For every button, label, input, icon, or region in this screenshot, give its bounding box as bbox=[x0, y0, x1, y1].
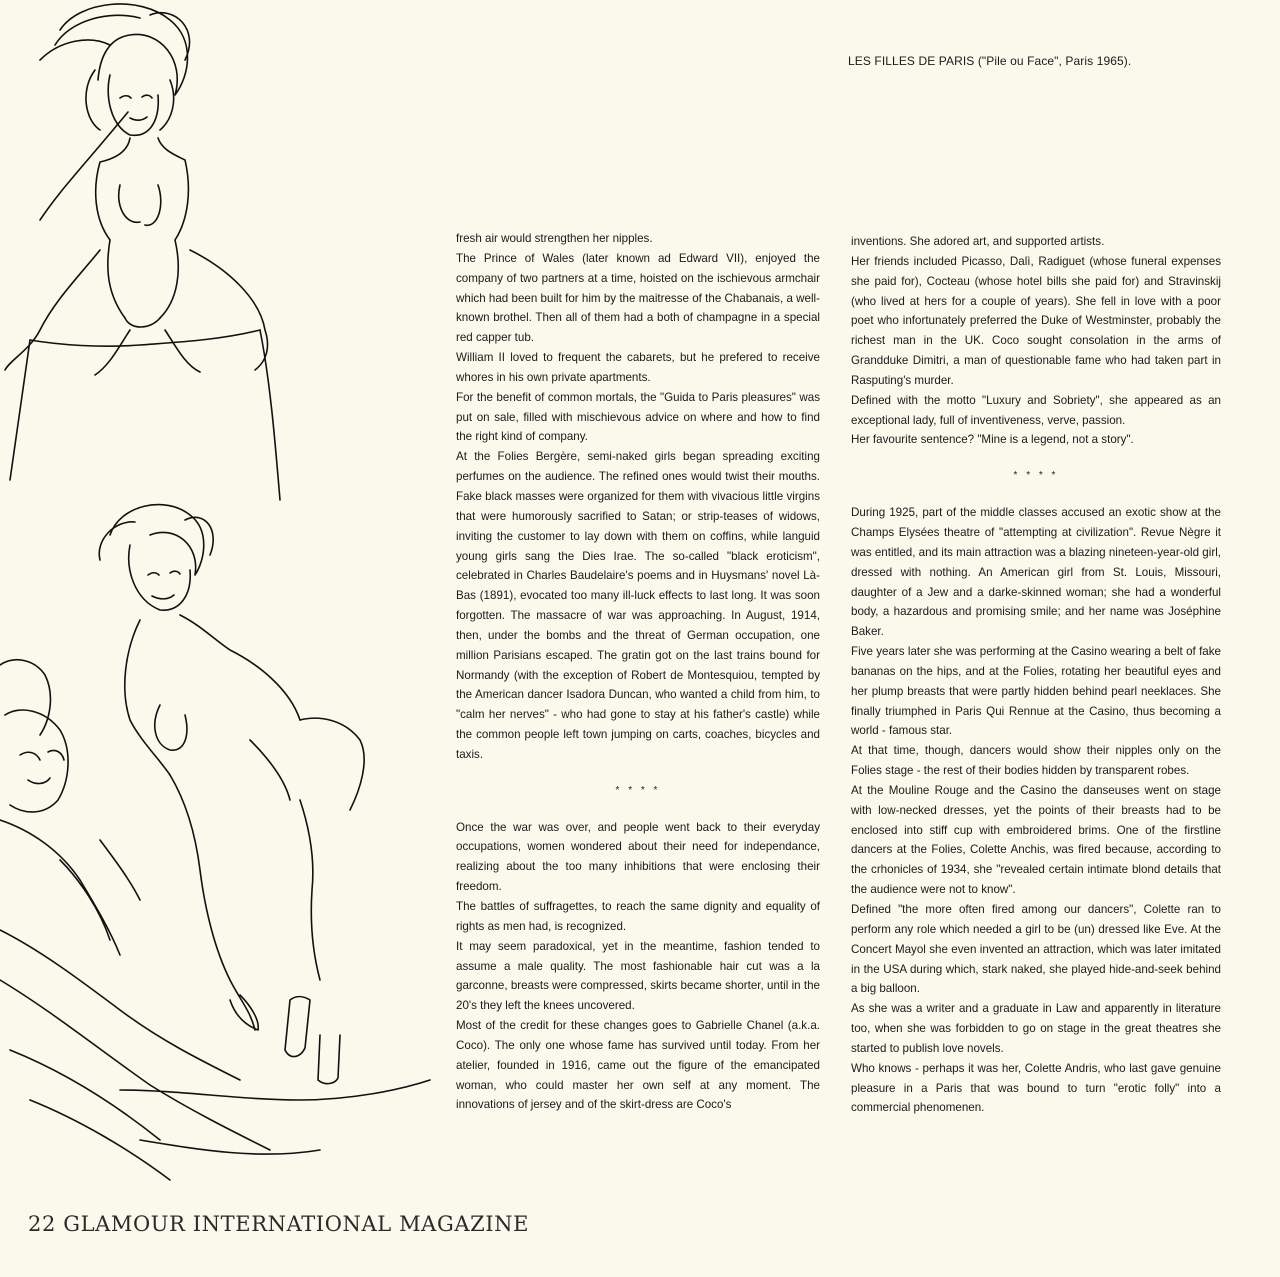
paragraph: Her favourite sentence? "Mine is a legend, not a story". bbox=[851, 433, 1134, 447]
paragraph: Defined "the more often fired among our dancers", Colette ran to perform any role which needed a girl to be (un) dressed like Eve. At the Concert Mayol she even invented an attraction, which was later imitated in the USA during which, stark naked, she played hide-and-seek behind a big balloon. bbox=[851, 903, 1221, 996]
paragraph: inventions. She adored art, and supported artists. bbox=[851, 235, 1105, 248]
paragraph: William II loved to frequent the cabarets, but he prefered to receive whores in his own private apartments. bbox=[456, 351, 820, 384]
paragraph: Five years later she was performing at the Casino wearing a belt of fake bananas on the hips, and at the Folies, rotating her beautiful eyes and her plump breasts that were partly hidden behind pearl neeklaces. She finally triumphed in Paris Qui Rennue at the Casino, thus becoming a world - famous star. bbox=[851, 645, 1221, 738]
paragraph: At the Mouline Rouge and the Casino the danseuses went on stage with low-necked dresses, yet the points of their breasts had to be enclosed into stiff cup with embroidered brims. One of the firstline dancers at the Folies, Colette Anchis, was fired because, according to the crhonicles of 1934, she "revealed certain intimate blond details that the audience were not to know". bbox=[851, 783, 1221, 897]
paragraph: Once the war was over, and people went back to their everyday occupations, women wondered about their need for independance, realizing about the too many inhibitions that were enclosing their freedom. bbox=[456, 820, 820, 894]
section-separator: * * * * bbox=[615, 784, 661, 796]
paragraph: At the Folies Bergère, semi-naked girls began spreading exciting perfumes on the audience. The refined ones would twist their mouths. Fake black masses were organized for them with vivacious little virgins that were humorously sacrified to Satan; or strip-teases of widows, inviting the customer to lay down with them on coffins, while languid young girls sang the Dies Irae. The so-called "black eroticism", celebrated in Charles Baudelaire's poems and in Huysmans' novel Là-Bas (1891), evocated too many ill-luck effects to last long. It was soon forgotten. The massacre of war was approaching. In August, 1914, then, under the bombs and the threat of German occupation, one million Parisians escaped. The gratin got on the last trains bound for Normandy (with the exception of Robert de Montesquiou, tempted by the American dancer Isadora Duncan, who wanted a child from him, to "calm her nerves" - who had gone to stay at his father's castle) while the common people left town jumping on carts, coaches, bicycles and taxis. bbox=[456, 450, 820, 761]
man-figure-sketch bbox=[0, 660, 430, 1180]
paragraph: Defined with the motto "Luxury and Sobriety", she appeared as an exceptional lady, full of inventiveness, verve, passion. bbox=[851, 393, 1221, 427]
paragraph: At that time, though, dancers would show their nipples only on the Folies stage - the rest of their bodies hidden by transparent robes. bbox=[851, 744, 1221, 778]
paragraph: The Prince of Wales (later known ad Edward VII), enjoyed the company of two partners at a time, hoisted on the ischievous armchair which had been built for him by the maitresse of the Chabanais, a well-known brothel. Then all of them had a both of champagne in a special red capper tub. bbox=[456, 251, 820, 345]
right-text-column bbox=[851, 232, 1221, 1118]
left-text-column bbox=[456, 229, 820, 1115]
bottom-figure-sketch bbox=[99, 505, 364, 1084]
paragraph: For the benefit of common mortals, the "Guida to Paris pleasures" was put on sale, filled with mischievous advice on where and how to find the right kind of company. bbox=[456, 390, 820, 444]
paragraph: Her friends included Picasso, Dalì, Radiguet (whose funeral expenses she paid for), Cocteau (whose hotel bills she paid for) and Stravinskij (who lived at hers for a couple of years). She fell in love with a poor poet who infortunately preferred the Duke of Westminster, probably the richest man in the UK. Coco sought consolation in the arms of Grandduke Dimitri, a man of questionable fame who had taken part in Rasputing's murder. bbox=[851, 254, 1221, 387]
sketch-illustration bbox=[0, 0, 440, 1210]
paragraph: fresh air would strengthen her nipples. bbox=[456, 232, 653, 245]
photo-caption: LES FILLES DE PARIS ("Pile ou Face", Paris 1965). bbox=[848, 54, 1132, 68]
section-separator: * * * * bbox=[1013, 470, 1059, 482]
paragraph: The battles of suffragettes, to reach the same dignity and equality of rights as men had, is recognized. bbox=[456, 900, 820, 933]
page-footer: 22 GLAMOUR INTERNATIONAL MAGAZINE bbox=[28, 1212, 530, 1236]
top-figure-sketch bbox=[5, 4, 280, 500]
paragraph: Who knows - perhaps it was her, Colette Andris, who last gave genuine pleasure in a Paris that was bound to turn "erotic folly" into a commercial phenomenen. bbox=[851, 1061, 1221, 1115]
paragraph: It may seem paradoxical, yet in the meantime, fashion tended to assume a male quality. The most fashionable hair cut was a la garconne, breasts were compressed, skirts became shorter, until in the 20's they left the knees uncovered. bbox=[456, 939, 820, 1013]
paragraph: Most of the credit for these changes goes to Gabrielle Chanel (a.k.a. Coco). The only one whose fame has survived until today. From her atelier, founded in 1916, came out the figure of the emancipated woman, who could master her own self at any moment. The innovations of jersey and of the skirt-dress are Coco's bbox=[456, 1019, 820, 1112]
paragraph: During 1925, part of the middle classes accused an exotic show at the Champs Elysées theatre of "attempting at civilization". Revue Nègre it was entitled, and its main attraction was a blazing nineteen-year-old girl, dressed with nothing. An American girl from St. Louis, Missouri, daughter of a Jew and a darke-skinned woman; she had a wonderful body, a hazardous and promising smile; and her name was Joséphine Baker. bbox=[851, 506, 1221, 639]
paragraph: As she was a writer and a graduate in Law and apparently in literature too, when she was forbidden to go on stage in the great theatres she started to publish love novels. bbox=[851, 1002, 1221, 1055]
